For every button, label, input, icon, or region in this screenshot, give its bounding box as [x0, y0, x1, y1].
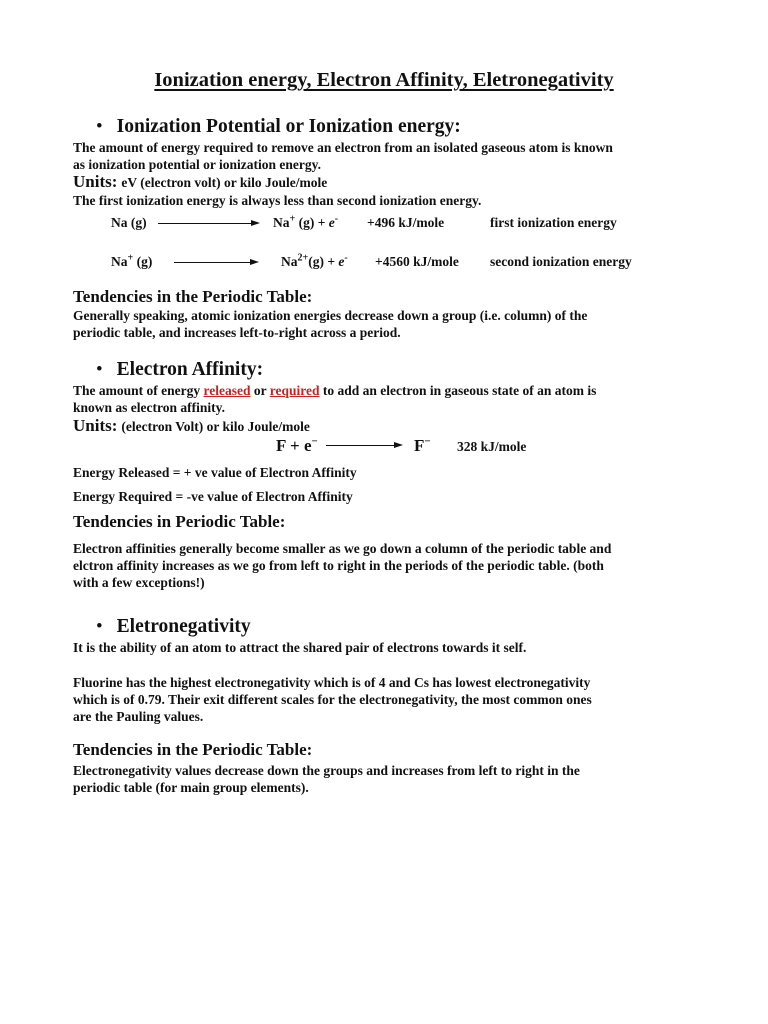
- ionization-definition-line-2: as ionization potential or ionization energy.: [73, 157, 322, 172]
- electronegativity-definition: It is the ability of an atom to attract the shared pair of electrons towards it self.: [73, 640, 527, 655]
- first-ionization-note: The first ionization energy is always less than second ionization energy.: [73, 193, 482, 208]
- bullet-icon: •: [96, 116, 103, 137]
- eq2-electron-charge: -: [344, 252, 348, 264]
- electronegativity-heading-row: [96, 616, 251, 638]
- eq2-reactant-charge: +: [127, 252, 134, 264]
- ionization-heading-row: [96, 116, 461, 138]
- ionization-tendency-line-1: Generally speaking, atomic ionization energies decrease down a group (i.e. column) of the: [73, 308, 588, 323]
- ionization-units-row: [73, 172, 327, 192]
- ionization-heading: Ionization Potential or Ionization energy:: [116, 116, 461, 137]
- eq2-reactant: [111, 254, 152, 270]
- bullet-icon: •: [96, 616, 103, 637]
- affinity-tendency-line-2: elctron affinity increases as we go from left to right in the periods of the periodic table. (both: [73, 558, 604, 573]
- eq1-energy: +496 kJ/mole: [367, 215, 445, 230]
- affinity-def-prefix: The amount of energy: [73, 383, 204, 398]
- electronegativity-heading: Eletronegativity: [116, 616, 251, 637]
- affinity-eq-energy: 328 kJ/mole: [457, 439, 527, 454]
- energy-required-line: Energy Required = -ve value of Electron Affinity: [73, 489, 353, 504]
- bullet-icon: •: [96, 359, 103, 380]
- arrow-icon: [394, 442, 403, 448]
- ionization-tendency-heading: Tendencies in the Periodic Table:: [73, 287, 313, 306]
- eq1-reactant: Na (g): [111, 215, 147, 230]
- affinity-tendency-line-1: Electron affinities generally become smaller as we go down a column of the periodic table and: [73, 541, 612, 556]
- eq2-reactant-rest: (g): [133, 254, 153, 269]
- released-highlight: released: [203, 383, 251, 398]
- eq1-product-charge: +: [289, 213, 296, 225]
- units-label: Units:: [73, 416, 118, 435]
- affinity-tendency-line-3: with a few exceptions!): [73, 575, 205, 590]
- affinity-definition-line-1: [73, 382, 596, 399]
- eq1-electron-charge: -: [334, 213, 339, 225]
- electronegativity-paragraph-line-1: Fluorine has the highest electronegativity which is of 4 and Cs has lowest electronegativity: [73, 675, 591, 690]
- affinity-definition-line-2: known as electron affinity.: [73, 400, 226, 415]
- units-text: eV (electron volt) or kilo Joule/mole: [121, 175, 328, 190]
- eq2-product-symbol: Na: [281, 254, 298, 269]
- eq1-arrow-line: [158, 223, 252, 224]
- eq1-product-rest: (g) +: [295, 215, 329, 230]
- affinity-eq-product: [414, 436, 431, 456]
- arrow-icon: [251, 220, 260, 226]
- affinity-eq-reactant-charge: −: [311, 435, 318, 448]
- eq1-product-symbol: Na: [273, 215, 290, 230]
- affinity-eq-reactant-text: F + e: [276, 436, 312, 455]
- arrow-icon: [250, 259, 259, 265]
- eq2-label: second ionization energy: [490, 254, 632, 269]
- affinity-arrow-line: [326, 445, 395, 446]
- units-text: (electron Volt) or kilo Joule/mole: [121, 419, 310, 434]
- electronegativity-tendency-heading: Tendencies in the Periodic Table:: [73, 740, 313, 759]
- ionization-tendency-line-2: periodic table, and increases left-to-right across a period.: [73, 325, 401, 340]
- eq1-label: first ionization energy: [490, 215, 617, 230]
- ionization-definition-line-1: The amount of energy required to remove an electron from an isolated gaseous atom is known: [73, 140, 613, 155]
- eq2-energy: +4560 kJ/mole: [375, 254, 459, 269]
- electronegativity-tendency-line-2: periodic table (for main group elements).: [73, 780, 309, 795]
- eq2-reactant-symbol: Na: [111, 254, 128, 269]
- affinity-heading-row: [96, 359, 263, 381]
- required-highlight: required: [269, 383, 320, 398]
- electronegativity-paragraph-line-3: are the Pauling values.: [73, 709, 204, 724]
- energy-released-line: Energy Released = + ve value of Electron Affinity: [73, 465, 357, 480]
- eq1-product: [273, 215, 338, 231]
- affinity-def-or: or: [250, 383, 270, 398]
- eq2-product-rest: (g) +: [308, 254, 339, 269]
- eq2-product: [281, 254, 348, 270]
- affinity-heading: Electron Affinity:: [116, 359, 264, 380]
- eq2-product-charge: 2+: [297, 252, 309, 264]
- eq1-electron: e: [328, 215, 335, 230]
- affinity-eq-product-text: F: [414, 436, 425, 455]
- eq2-arrow-line: [174, 262, 251, 263]
- affinity-eq-reactant: [276, 436, 318, 456]
- eq2-electron: e: [338, 254, 345, 269]
- affinity-tendency-heading: Tendencies in Periodic Table:: [73, 512, 286, 531]
- units-label: Units:: [73, 172, 118, 191]
- electronegativity-tendency-line-1: Electronegativity values decrease down the groups and increases from left to right in the: [73, 763, 580, 778]
- electronegativity-paragraph-line-2: which is of 0.79. Their exit different scales for the electronegativity, the most common ones: [73, 692, 592, 707]
- affinity-def-suffix: to add an electron in gaseous state of an atom is: [319, 383, 597, 398]
- page-title: Ionization energy, Electron Affinity, Eletronegativity: [154, 69, 614, 91]
- affinity-units-row: [73, 416, 310, 436]
- affinity-eq-product-charge: −: [424, 435, 431, 448]
